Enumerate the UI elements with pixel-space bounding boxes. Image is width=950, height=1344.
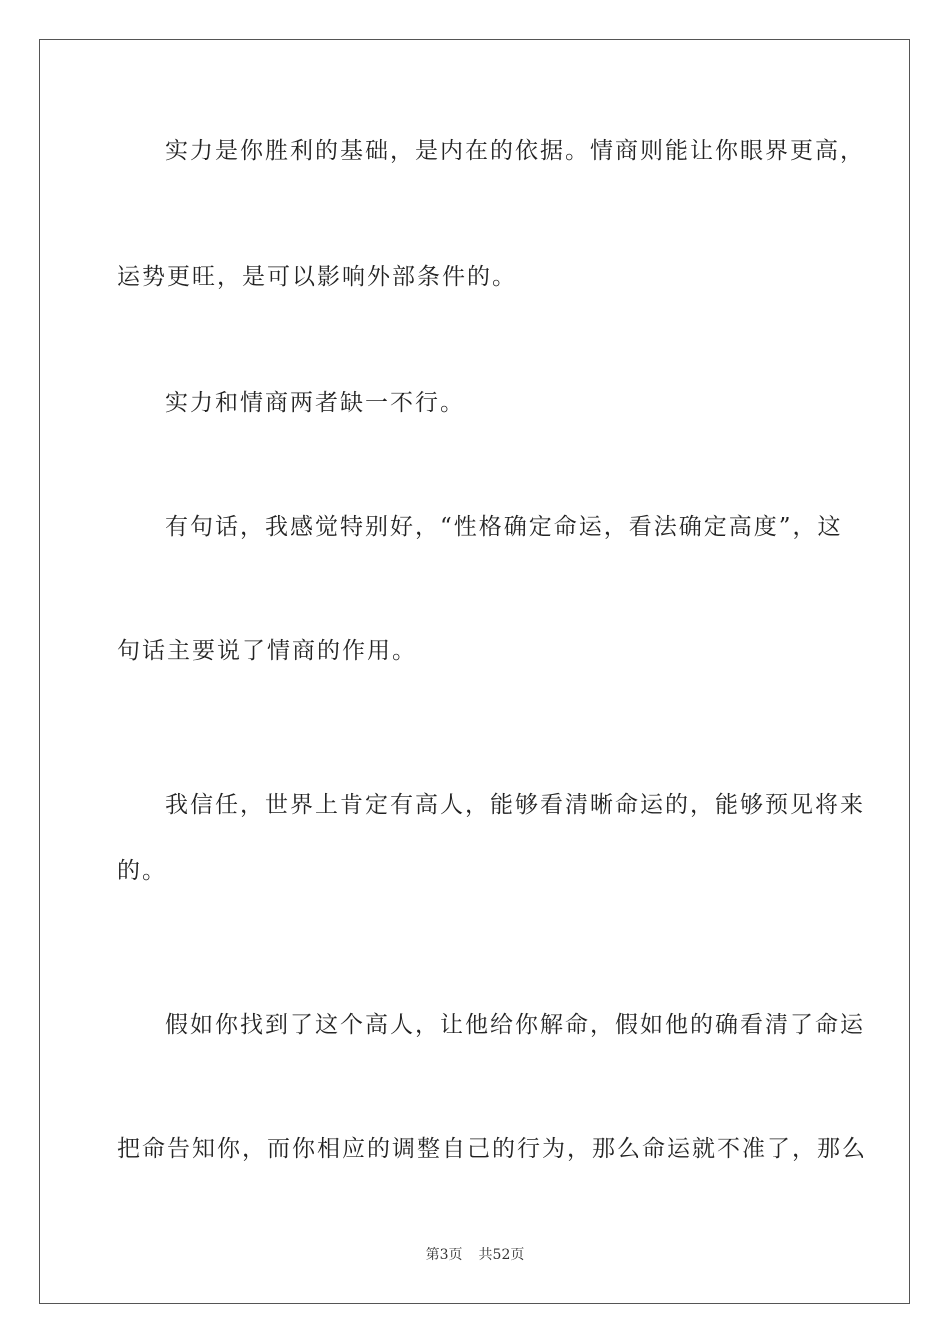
paragraph-line: 句话主要说了情商的作用。: [117, 638, 417, 664]
paragraph-line: 假如你找到了这个高人，让他给你解命，假如他的确看清了命运: [165, 1012, 865, 1038]
paragraph-line: 运势更旺，是可以影响外部条件的。: [117, 264, 517, 290]
page-total: 共52页: [478, 1247, 525, 1263]
paragraph-line: 的。: [117, 858, 167, 884]
page-number: 第3页: [425, 1247, 463, 1263]
page-footer: [0, 1246, 950, 1264]
paragraph-line: 我信任，世界上肯定有高人，能够看清晰命运的，能够预见将来: [165, 792, 865, 818]
paragraph-line: 有句话，我感觉特别好，“性格确定命运，看法确定高度”，这: [165, 514, 843, 540]
paragraph-line: 把命告知你，而你相应的调整自己的行为，那么命运就不准了，那么: [117, 1136, 867, 1162]
page-border: [39, 39, 910, 1304]
paragraph-line: 实力是你胜利的基础，是内在的依据。情商则能让你眼界更高，: [165, 138, 865, 164]
paragraph-line: 实力和情商两者缺一不行。: [165, 390, 465, 416]
